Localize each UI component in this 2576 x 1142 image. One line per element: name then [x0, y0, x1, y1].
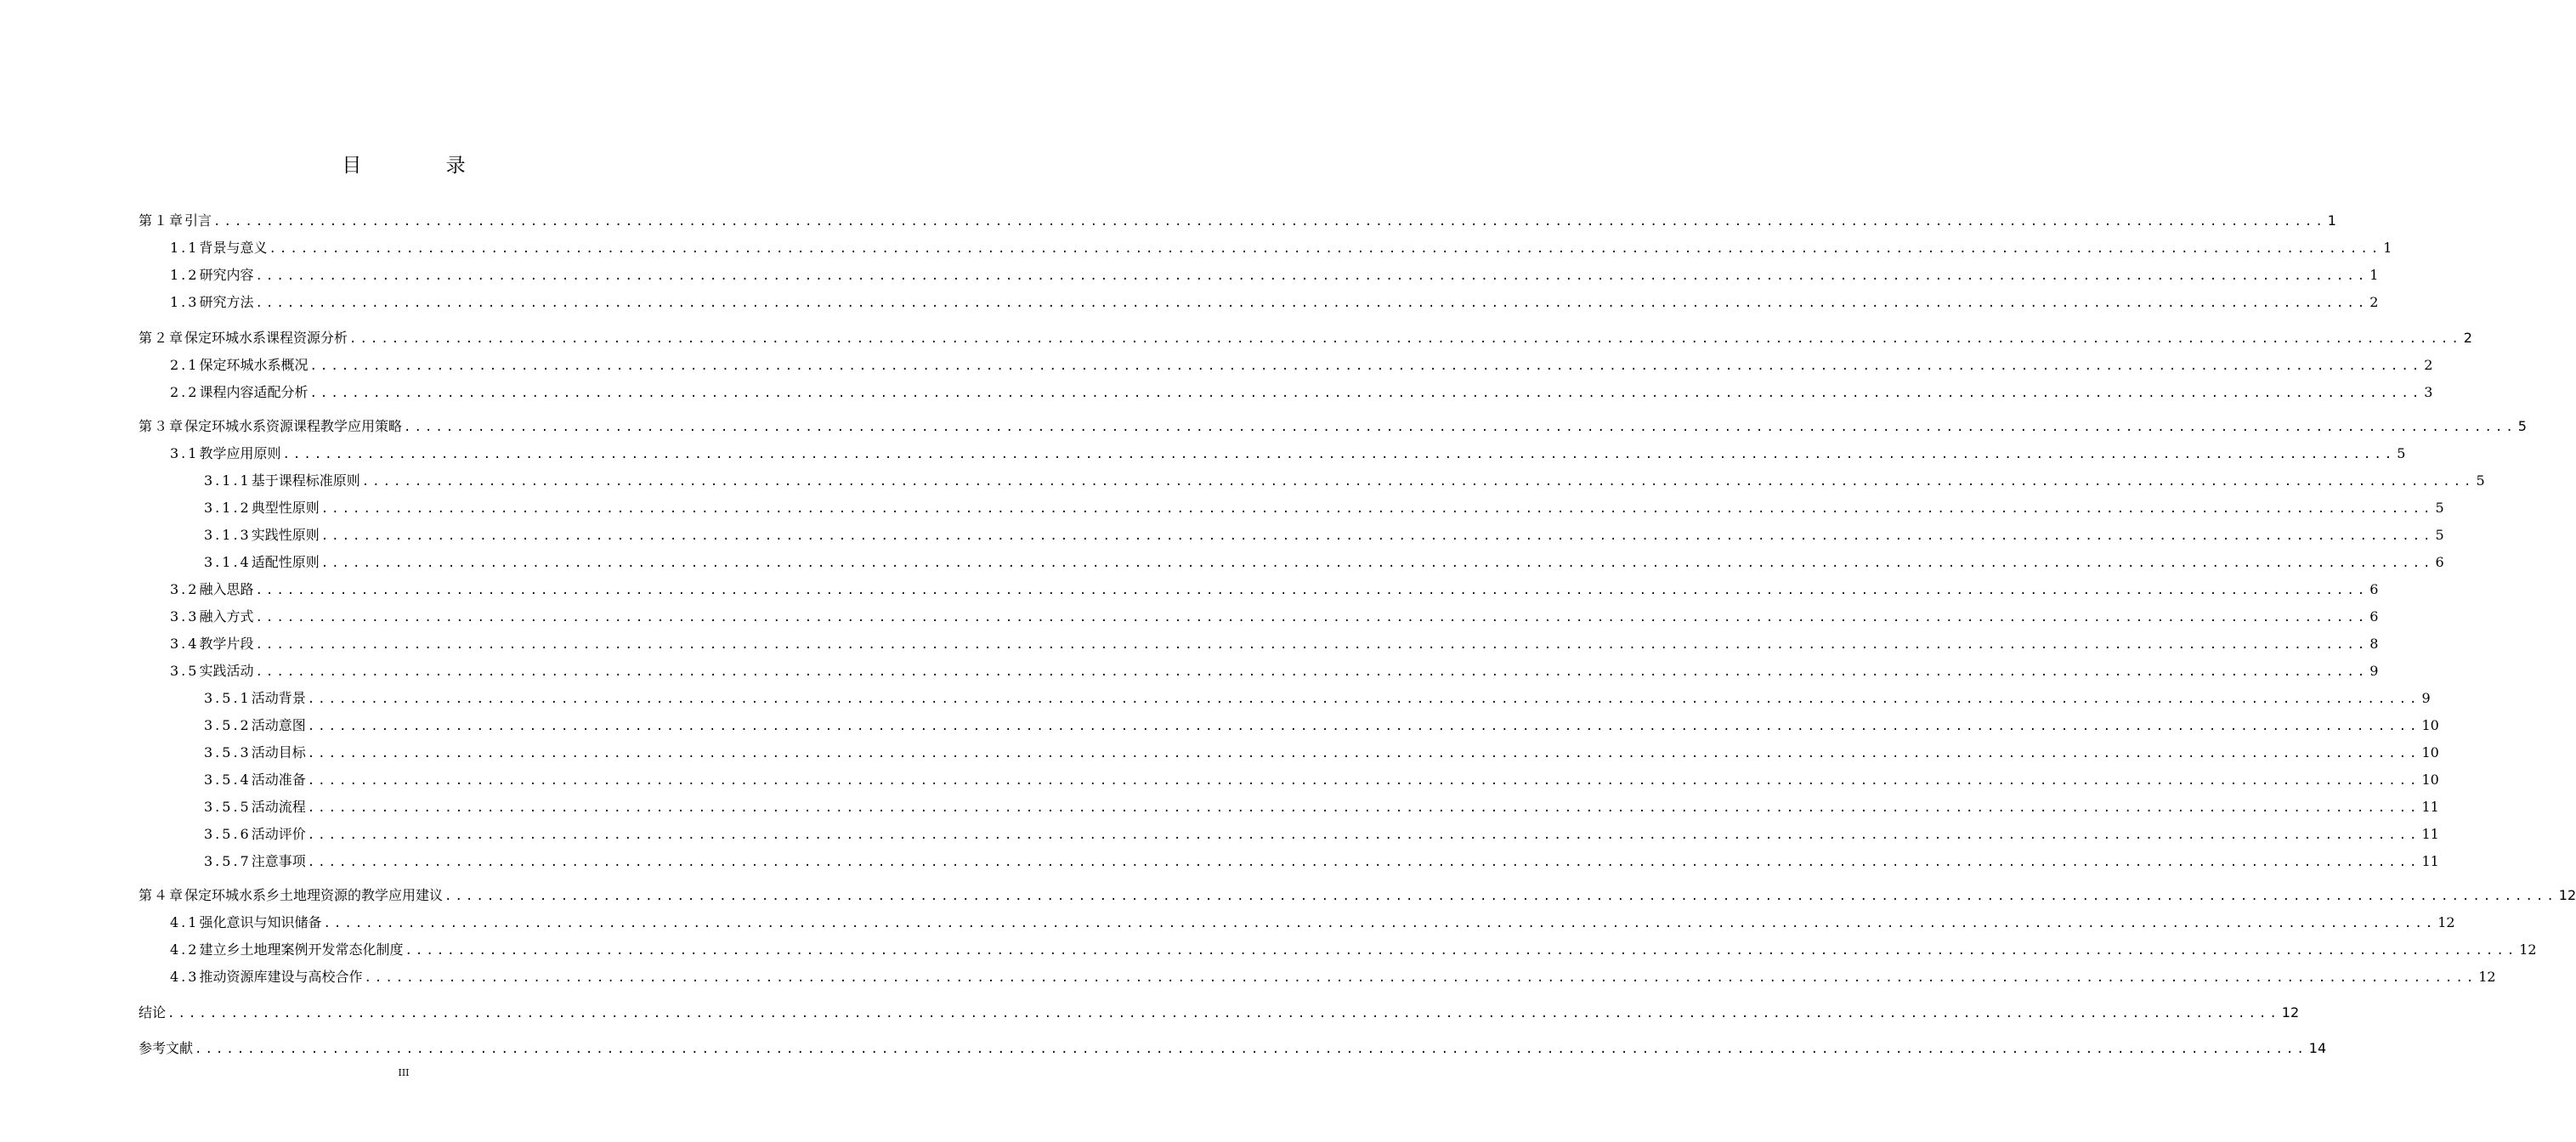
toc-entry[interactable] [170, 661, 2379, 681]
toc-entry-number: 3.1.3 [204, 527, 252, 543]
toc-entry-title: 建立乡土地理案例开发常态化制度 [199, 941, 404, 958]
toc-entry-number: 1.2 [170, 267, 200, 283]
toc-entry-title: 基于课程标准原则 [251, 472, 360, 489]
toc-entry-title: 保定环城水系概况 [199, 357, 309, 373]
toc-entry-number: 3.4 [170, 636, 200, 652]
toc-entry-title: 活动目标 [251, 744, 306, 760]
toc-leader-dots: ........................................................................................................................................................................................................ [269, 242, 2382, 256]
toc-leader-dots: ........................................................................................................................................................................................................ [320, 529, 2434, 543]
toc-entry-page: 5 [2517, 418, 2527, 434]
toc-leader-dots: ........................................................................................................................................................................................................ [255, 297, 2369, 310]
toc-entry-title: 融入方式 [199, 608, 254, 625]
toc-entry[interactable] [139, 1003, 2300, 1023]
toc-entry-title: 研究内容 [199, 267, 254, 283]
toc-leader-dots: ........................................................................................................................................................................................................ [309, 387, 2423, 400]
toc-entry-number: 4.2 [170, 941, 200, 958]
toc-entry[interactable] [204, 471, 2485, 491]
toc-leader-dots: ........................................................................................................................................................................................................ [255, 269, 2369, 283]
toc-entry-page: 11 [2421, 853, 2439, 869]
toc-entry[interactable] [204, 552, 2444, 573]
toc-entry-title: 活动准备 [251, 772, 306, 788]
toc-entry-page: 5 [2476, 472, 2485, 489]
toc-leader-dots: ........................................................................................................................................................................................................ [307, 774, 2420, 788]
toc-entry-title: 结论 [139, 1004, 167, 1020]
toc-leader-dots: ........................................................................................................................................................................................................ [213, 215, 2326, 229]
toc-leader-dots: ........................................................................................................................................................................................................ [309, 359, 2423, 373]
toc-entry-number: 3.5.1 [204, 690, 252, 706]
toc-leader-dots: ........................................................................................................................................................................................................ [307, 828, 2420, 842]
toc-entry[interactable] [139, 885, 2576, 906]
toc-entry-page: 5 [2435, 527, 2444, 543]
toc-leader-dots: ........................................................................................................................................................................................................ [167, 1007, 2280, 1020]
toc-leader-dots: ........................................................................................................................................................................................................ [255, 638, 2369, 652]
toc-leader-dots: ........................................................................................................................................................................................................ [255, 665, 2369, 679]
toc-entry-page: 11 [2421, 826, 2439, 842]
toc-entry-title: 实践性原则 [251, 527, 320, 543]
toc-entry-title: 研究方法 [199, 294, 254, 310]
toc-entry[interactable] [170, 238, 2392, 258]
toc-entry-page: 12 [2437, 914, 2455, 930]
toc-leader-dots: ........................................................................................................................................................................................................ [361, 475, 2475, 489]
toc-entry-title: 注意事项 [251, 853, 306, 869]
toc-entry-page: 6 [2369, 608, 2379, 625]
toc-entry-page: 1 [2327, 212, 2336, 229]
toc-entry-number: 4.3 [170, 969, 200, 985]
toc-entry-page: 6 [2435, 554, 2444, 570]
toc-entry-title: 课程内容适配分析 [199, 384, 309, 400]
toc-leader-dots: ........................................................................................................................................................................................................ [307, 801, 2420, 815]
toc-entry-title: 适配性原则 [251, 554, 320, 570]
toc-entry[interactable] [139, 211, 2336, 231]
toc-entry[interactable] [139, 1038, 2327, 1059]
toc-entry-title: 活动评价 [251, 826, 306, 842]
toc-entry[interactable] [204, 688, 2431, 709]
toc-leader-dots: ........................................................................................................................................................................................................ [323, 917, 2437, 930]
toc-entry-page: 2 [2463, 330, 2472, 346]
toc-entry-number: 3.1.1 [204, 472, 252, 489]
toc-entry-title: 保定环城水系乡土地理资源的教学应用建议 [184, 887, 444, 903]
toc-entry-number: 3.3 [170, 608, 200, 625]
toc-entry[interactable] [170, 634, 2379, 654]
toc-entry[interactable] [204, 824, 2439, 845]
toc-entry[interactable] [204, 770, 2439, 790]
toc-entry-title: 保定环城水系资源课程教学应用策略 [184, 418, 403, 434]
toc-entry-number: 第２章 [139, 330, 185, 346]
toc-entry-title: 引言 [184, 212, 212, 229]
toc-leader-dots: ........................................................................................................................................................................................................ [307, 856, 2420, 869]
toc-entry-number: 第１章 [139, 212, 185, 229]
toc-leader-dots: ........................................................................................................................................................................................................ [444, 890, 2557, 903]
toc-entry[interactable] [204, 498, 2444, 518]
toc-leader-dots: ........................................................................................................................................................................................................ [282, 448, 2396, 461]
toc-entry-number: 1.1 [170, 240, 200, 256]
toc-entry-page: 12 [2558, 887, 2576, 903]
toc-leader-dots: ........................................................................................................................................................................................................ [320, 557, 2434, 570]
toc-entry-title: 活动意图 [251, 717, 306, 733]
toc-entry-number: 3.5.4 [204, 772, 252, 788]
toc-entry[interactable] [170, 607, 2379, 627]
toc-title: 目 录 [342, 155, 505, 177]
toc-entry-page: 14 [2308, 1040, 2327, 1056]
toc-entry-title: 教学片段 [199, 636, 254, 652]
toc-entry-page: 6 [2369, 581, 2379, 597]
toc-entry-number: 2.1 [170, 357, 200, 373]
toc-leader-dots: ........................................................................................................................................................................................................ [307, 720, 2420, 733]
toc-entry-number: 第４章 [139, 887, 185, 903]
toc-entry-number: 3.2 [170, 581, 200, 597]
toc-entry-number: 第３章 [139, 418, 185, 434]
toc-entry-number: 3.5.6 [204, 826, 252, 842]
toc-leader-dots: ........................................................................................................................................................................................................ [404, 421, 2517, 434]
toc-leader-dots: ........................................................................................................................................................................................................ [255, 584, 2369, 597]
toc-entry[interactable] [170, 382, 2433, 403]
toc-entry-number: 3.1.2 [204, 500, 252, 516]
toc-entry-number: 3.1.4 [204, 554, 252, 570]
toc-entry-page: 12 [2519, 941, 2537, 958]
toc-entry-page: 5 [2397, 445, 2406, 461]
page-number-footer: III [398, 1067, 410, 1078]
toc-entry-page: 8 [2369, 636, 2379, 652]
toc-entry[interactable] [170, 967, 2496, 987]
toc-entry-page: 1 [2383, 240, 2392, 256]
toc-entry-page: 9 [2421, 690, 2431, 706]
toc-entry-number: 3.1 [170, 445, 200, 461]
toc-entry[interactable] [170, 579, 2379, 600]
toc-entry-title: 强化意识与知识储备 [199, 914, 322, 930]
toc-entry-page: 3 [2424, 384, 2433, 400]
toc-entry-page: 5 [2435, 500, 2444, 516]
toc-leader-dots: ........................................................................................................................................................................................................ [195, 1043, 2307, 1056]
toc-entry-page: 11 [2421, 799, 2439, 815]
toc-entry[interactable] [170, 265, 2379, 286]
toc-entry-number: 3.5.7 [204, 853, 252, 869]
toc-entry[interactable] [170, 444, 2406, 464]
toc-entry[interactable] [170, 913, 2455, 933]
toc-entry-page: 12 [2281, 1004, 2300, 1020]
toc-entry-title: 参考文献 [139, 1040, 194, 1056]
toc-entry[interactable] [204, 525, 2444, 546]
toc-entry-number: 3.5.3 [204, 744, 252, 760]
toc-entry[interactable] [170, 940, 2537, 960]
toc-entry-page: 1 [2369, 267, 2379, 283]
toc-entry[interactable] [139, 416, 2527, 437]
toc-leader-dots: ........................................................................................................................................................................................................ [364, 971, 2477, 985]
toc-leader-dots: ........................................................................................................................................................................................................ [320, 502, 2434, 516]
toc-entry-page: 12 [2478, 969, 2496, 985]
toc-leader-dots: ........................................................................................................................................................................................................ [307, 747, 2420, 760]
toc-entry-number: 1.3 [170, 294, 200, 310]
toc-leader-dots: ........................................................................................................................................................................................................ [307, 693, 2420, 706]
toc-entry-title: 活动背景 [251, 690, 306, 706]
toc-entry-number: 2.2 [170, 384, 200, 400]
toc-entry-number: 3.5.2 [204, 717, 252, 733]
toc-entry-title: 教学应用原则 [199, 445, 281, 461]
toc-entry-title: 背景与意义 [199, 240, 268, 256]
toc-leader-dots: ........................................................................................................................................................................................................ [255, 611, 2369, 625]
toc-entry-title: 保定环城水系课程资源分析 [184, 330, 348, 346]
toc-entry[interactable] [204, 797, 2439, 817]
toc-entry-number: 3.5 [170, 663, 200, 679]
toc-entry[interactable] [139, 328, 2472, 348]
toc-entry[interactable] [170, 355, 2433, 376]
toc-entry[interactable] [204, 715, 2439, 736]
toc-entry-page: 2 [2369, 294, 2379, 310]
toc-entry-page: 10 [2421, 744, 2439, 760]
toc-entry-title: 推动资源库建设与高校合作 [199, 969, 363, 985]
toc-entry-title: 典型性原则 [251, 500, 320, 516]
toc-entry[interactable] [204, 851, 2439, 872]
toc-entry-number: 3.5.5 [204, 799, 252, 815]
toc-leader-dots: ........................................................................................................................................................................................................ [405, 944, 2518, 958]
toc-entry[interactable] [170, 292, 2379, 313]
toc-entry-title: 实践活动 [199, 663, 254, 679]
toc-entry-page: 2 [2424, 357, 2433, 373]
toc-entry-page: 9 [2369, 663, 2379, 679]
toc-entry-page: 10 [2421, 717, 2439, 733]
toc-entry-number: 4.1 [170, 914, 200, 930]
toc-entry-page: 10 [2421, 772, 2439, 788]
toc-entry-title: 融入思路 [199, 581, 254, 597]
toc-entry-title: 活动流程 [251, 799, 306, 815]
toc-leader-dots: ........................................................................................................................................................................................................ [349, 332, 2462, 346]
toc-entry[interactable] [204, 743, 2439, 763]
